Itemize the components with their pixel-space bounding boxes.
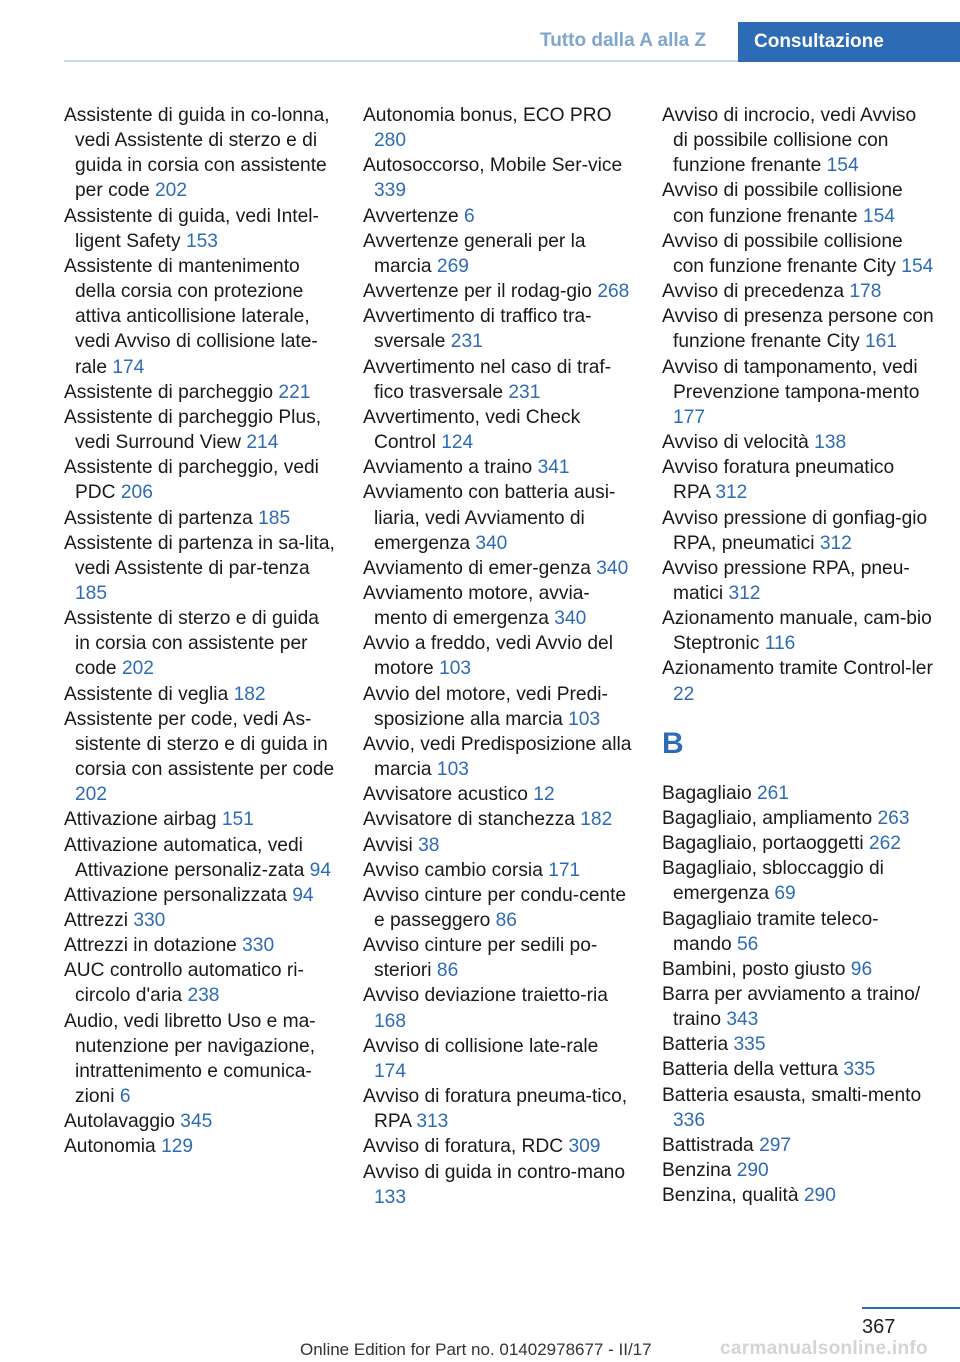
index-page-link[interactable]: 177 (673, 406, 706, 428)
index-entry-text: Avvertenze generali per la marcia (363, 230, 586, 277)
index-page-link[interactable]: 290 (803, 1185, 836, 1207)
index-entry-text: Bagagliaio, portaoggetti (662, 833, 864, 855)
index-entry-text: Avviso di foratura pneuma-tico, RPA (363, 1086, 628, 1133)
index-entry (662, 304, 934, 354)
index-page-link[interactable]: 103 (439, 658, 472, 680)
index-entry (662, 229, 934, 279)
index-page-link[interactable]: 94 (292, 884, 314, 906)
index-entry-text: Benzina, qualità (662, 1185, 799, 1207)
index-entry (662, 178, 934, 228)
index-entry (363, 1134, 635, 1159)
index-entry (64, 254, 336, 380)
index-entry-text: Avvio del motore, vedi Predi-sposizione alla marcia (363, 683, 608, 730)
index-entry (662, 1032, 934, 1057)
index-entry (64, 1134, 336, 1159)
index-page-link[interactable]: 297 (759, 1134, 792, 1156)
index-page-link[interactable]: 182 (233, 683, 266, 705)
index-entry-text: Avvertenze per il rodag-gio (363, 281, 592, 303)
index-entry (662, 656, 934, 706)
index-entry-text: Assistente di guida in co-lonna, vedi Assistente di sterzo e di guida in corsia con assistente per code (64, 105, 330, 202)
index-entry-text: Avviamento di emer-genza (363, 557, 591, 579)
index-entry-text: Azionamento manuale, cam-bio Steptronic (662, 608, 932, 655)
index-entry (64, 908, 336, 933)
index-entry-text: Avviamento motore, avvia-mento di emergenza (363, 582, 590, 630)
index-page-link[interactable]: 22 (673, 683, 695, 705)
index-entry-text: Benzina (662, 1160, 732, 1182)
index-page-link[interactable]: 138 (814, 432, 847, 454)
index-entry-text: Batteria (662, 1034, 729, 1056)
index-entry (363, 556, 635, 581)
index-entry (662, 430, 934, 455)
index-entry (363, 480, 635, 555)
index-entry (64, 682, 336, 707)
index-entry (662, 781, 934, 806)
index-entry-text: Barra per avviamento a traino/ traino (662, 984, 921, 1031)
index-entry-text: Attivazione airbag (64, 809, 217, 831)
index-entry-text: Assistente di partenza in sa-lita, vedi Assistente di par-tenza (64, 532, 335, 579)
index-entry (662, 1057, 934, 1082)
index-page-link[interactable]: 171 (548, 859, 581, 881)
index-page-link[interactable]: 94 (309, 859, 331, 881)
index-page-link[interactable]: 341 (537, 457, 570, 479)
index-page-link[interactable]: 340 (554, 608, 587, 630)
index-page-link[interactable]: 309 (568, 1136, 601, 1158)
index-column-1 (64, 103, 336, 1160)
index-page-link[interactable]: 269 (436, 255, 469, 277)
index-page-link[interactable]: 185 (75, 582, 108, 604)
index-entry (662, 279, 934, 304)
index-page-link[interactable]: 231 (450, 331, 483, 353)
index-entry (363, 883, 635, 933)
index-entry-text: AUC controllo automatico ri-circolo d'aria (64, 960, 304, 1007)
index-entry (363, 279, 635, 304)
index-entry-text: Avviso di velocità (662, 432, 809, 454)
index-entry-text: Attivazione personalizzata (64, 884, 287, 906)
index-page-link[interactable]: 103 (436, 759, 469, 781)
index-page-link[interactable]: 336 (673, 1109, 706, 1131)
index-page-link[interactable]: 168 (374, 1010, 407, 1032)
index-page-link[interactable]: 340 (475, 532, 508, 554)
index-page-link[interactable]: 86 (495, 910, 517, 931)
index-entry (363, 455, 635, 480)
index-entry-text: Avviso pressione di gonfiag-gio RPA, pneumatici (662, 507, 928, 554)
index-entry-text: Avviamento con batteria ausi-liaria, vedi Avviamento di emergenza (363, 482, 616, 554)
index-entry (64, 707, 336, 808)
index-entry (64, 833, 336, 883)
index-entry (363, 1034, 635, 1084)
index-entry (363, 833, 635, 858)
index-entry-text: Battistrada (662, 1134, 754, 1156)
index-page-link[interactable]: 202 (121, 658, 154, 680)
index-entry-text: Avviso di collisione late-rale (363, 1035, 599, 1057)
index-page-link[interactable]: 12 (533, 784, 555, 806)
index-entry-text: Avviso di guida in contro-mano (363, 1161, 626, 1183)
index-entry (662, 957, 934, 982)
index-entry (64, 958, 336, 1008)
index-page-link[interactable]: 330 (133, 910, 166, 931)
index-entry-text: Avvertimento di traffico tra-sversale (363, 306, 592, 353)
index-entry-text: Avvertenze (363, 205, 459, 227)
index-entry (363, 732, 635, 782)
index-entry (662, 1158, 934, 1183)
index-entry (662, 556, 934, 606)
index-entry-text: Avviso deviazione traietto-ria (363, 985, 608, 1007)
index-entry (64, 1009, 336, 1110)
index-entry (363, 782, 635, 807)
watermark: carmanualsonline.info (720, 1338, 928, 1359)
index-entry (64, 883, 336, 908)
index-page-link[interactable]: 238 (187, 985, 220, 1007)
index-entry (363, 153, 635, 203)
index-entry (363, 229, 635, 279)
index-page-link[interactable]: 56 (737, 933, 759, 955)
index-page-link[interactable]: 38 (418, 834, 440, 856)
index-page-link[interactable]: 335 (733, 1034, 766, 1056)
index-entry-text: Assistente di parcheggio, vedi PDC (64, 457, 319, 504)
index-entry (363, 204, 635, 229)
index-entry-text: Avviso di precedenza (662, 281, 845, 303)
index-entry-text: Autosoccorso, Mobile Ser-vice (363, 155, 623, 177)
index-page-link[interactable]: 330 (242, 935, 275, 957)
index-page-link[interactable]: 103 (568, 708, 601, 730)
header-section-tab: Consultazione (738, 22, 960, 62)
index-entry-text: Assistente di mantenimento della corsia con protezione attiva anticollisione laterale, vedi Avviso di collisione late-rale (64, 255, 318, 378)
index-entry-text: Audio, vedi libretto Uso e ma-nutenzione per navigazione, intrattenimento e comunica-zioni (64, 1010, 316, 1108)
index-page-link[interactable]: 6 (119, 1086, 131, 1108)
index-entry (363, 631, 635, 681)
page-number: 367 (862, 1316, 896, 1338)
index-entry (662, 455, 934, 505)
index-entry (662, 103, 934, 178)
index-entry (363, 858, 635, 883)
index-page-link[interactable]: 290 (736, 1160, 769, 1182)
index-page-link[interactable]: 86 (436, 960, 459, 982)
index-entry (64, 204, 336, 254)
index-entry (64, 103, 336, 204)
index-entry (64, 506, 336, 531)
index-entry (64, 531, 336, 606)
index-page-link[interactable]: 312 (819, 532, 852, 554)
index-entry-text: Assistente di sterzo e di guida in corsia con assistente per code (64, 608, 319, 680)
index-entry (662, 982, 934, 1032)
index-entry (363, 355, 635, 405)
index-entry (363, 682, 635, 732)
index-entry-text: Assistente di parcheggio (64, 381, 274, 403)
index-page-link[interactable]: 206 (120, 482, 153, 504)
index-entry (662, 1183, 934, 1208)
index-page-link[interactable]: 221 (278, 381, 311, 403)
index-entry-text: Avvisatore di stanchezza (363, 809, 575, 831)
index-entry (662, 506, 934, 556)
index-entry (662, 606, 934, 656)
index-page-link[interactable]: 261 (756, 782, 789, 804)
index-entry-text: Assistente di partenza (64, 507, 253, 529)
index-entry (363, 304, 635, 354)
index-entry-text: Autolavaggio (64, 1111, 175, 1133)
index-entry-text: Attrezzi in dotazione (64, 935, 237, 957)
index-page-link[interactable]: 345 (180, 1111, 213, 1133)
index-entry-text: Bagagliaio, ampliamento (662, 807, 873, 829)
index-entry-text: Avvisi (363, 834, 413, 856)
index-entry (363, 1084, 635, 1134)
index-entry-text: Autonomia bonus, ECO PRO (363, 105, 612, 126)
index-entry (363, 933, 635, 983)
index-page-link[interactable]: 174 (112, 356, 145, 378)
index-page-link[interactable]: 214 (246, 432, 279, 454)
index-page-link[interactable]: 312 (728, 582, 761, 604)
index-page-link[interactable]: 154 (862, 205, 895, 227)
index-entry-text: Bambini, posto giusto (662, 958, 846, 980)
index-entry (363, 983, 635, 1033)
index-page-link[interactable]: 313 (416, 1111, 449, 1133)
index-entry-text: Avviso di possibile collisione con funzione frenante City (662, 230, 903, 277)
index-entry-text: Avviso cinture per sedili po-steriori (363, 935, 598, 982)
index-entry-text: Avviso di tamponamento, vedi Prevenzione tampona-mento (662, 356, 920, 403)
index-page-link[interactable]: 202 (75, 784, 108, 806)
index-entry-text: Avviso pressione RPA, pneu-matici (662, 557, 910, 604)
index-entry (662, 831, 934, 856)
index-page-link[interactable]: 133 (374, 1186, 407, 1208)
index-entry (64, 606, 336, 681)
index-entry-text: Avvertimento nel caso di traf-fico trasversale (363, 356, 612, 403)
index-page-link[interactable]: 96 (850, 958, 873, 980)
index-entry-text: Avviso cambio corsia (363, 859, 543, 881)
index-entry-text: Assistente di veglia (64, 683, 229, 705)
index-page-link[interactable]: 182 (580, 809, 613, 831)
index-page-link[interactable]: 202 (155, 180, 188, 202)
index-entry (64, 380, 336, 405)
index-page-link[interactable]: 178 (849, 281, 882, 303)
index-entry-text: Avvisatore acustico (363, 784, 528, 806)
index-letter-heading: B (662, 726, 684, 760)
index-page-link[interactable]: 343 (726, 1009, 759, 1031)
index-page-link[interactable]: 340 (596, 557, 629, 579)
index-entry-text: Avviso di presenza persone con funzione frenante City (662, 306, 934, 353)
index-entry-text: Bagagliaio, sbloccaggio di emergenza (662, 858, 884, 905)
index-entry (662, 806, 934, 831)
index-entry-text: Avviso di incrocio, vedi Avviso di possibile collisione con funzione frenante (662, 105, 917, 177)
index-page-link[interactable]: 129 (161, 1136, 194, 1158)
index-entry-text: Autonomia (64, 1136, 156, 1158)
index-entry (662, 1133, 934, 1158)
index-page-link[interactable]: 154 (901, 255, 934, 277)
index-page-link[interactable]: 69 (774, 883, 796, 905)
footer-rule (862, 1307, 960, 1309)
index-page-link[interactable]: 174 (374, 1060, 407, 1082)
index-column-3 (662, 103, 934, 1208)
index-page-link[interactable]: 335 (843, 1059, 876, 1081)
index-entry-text: Avviso di foratura, RDC (363, 1136, 564, 1158)
index-entry-text: Attrezzi (64, 910, 128, 931)
index-page-link[interactable]: 280 (374, 130, 407, 152)
index-entry (363, 581, 635, 631)
index-entry-text: Azionamento tramite Control-ler (662, 658, 933, 680)
index-page-link[interactable]: 154 (826, 155, 859, 177)
index-page-link[interactable]: 268 (597, 281, 630, 303)
index-entry-text: Batteria esausta, smalti-mento (662, 1084, 922, 1106)
index-entry (662, 856, 934, 906)
index-page-link[interactable]: 312 (715, 482, 748, 504)
index-entry (363, 405, 635, 455)
header-section-title: Tutto dalla A alla Z (540, 30, 707, 51)
index-page-link[interactable]: 263 (877, 807, 910, 829)
index-entry-text: Avvio, vedi Predisposizione alla marcia (363, 733, 632, 781)
index-entry (662, 1083, 934, 1133)
index-entry-text: Avviso foratura pneumatico RPA (662, 457, 895, 504)
index-entry-text: Batteria della vettura (662, 1059, 838, 1081)
index-entry (662, 355, 934, 430)
footer-edition: Online Edition for Part no. 01402978677 - II/17 (300, 1340, 652, 1359)
index-entry (64, 405, 336, 455)
index-page-link[interactable]: 124 (441, 432, 474, 454)
index-page-link[interactable]: 6 (463, 205, 475, 227)
index-entry (363, 1160, 635, 1210)
index-page-link[interactable]: 161 (865, 331, 898, 353)
index-entry-text: Avvertimento, vedi Check Control (363, 406, 581, 454)
index-entry (662, 907, 934, 957)
index-column-2 (363, 103, 635, 1210)
index-entry-text: Assistente per code, vedi As-sistente di sterzo e di guida in corsia con assistente per code (64, 708, 335, 781)
index-entry-text: Bagagliaio (662, 782, 752, 804)
index-entry-text: Assistente di guida, vedi Intel-ligent Safety (64, 205, 319, 252)
index-entry (64, 933, 336, 958)
index-page-link[interactable]: 153 (185, 230, 218, 252)
index-entry-text: Attivazione automatica, vedi Attivazione personaliz-zata (64, 834, 305, 881)
index-page-link[interactable]: 339 (374, 180, 407, 202)
index-entry (64, 1109, 336, 1134)
index-entry-text: Avvio a freddo, vedi Avvio del motore (363, 633, 613, 680)
index-entry-text: Bagagliaio tramite teleco-mando (662, 908, 879, 955)
index-entry (64, 455, 336, 505)
index-entry-text: Assistente di parcheggio Plus, vedi Surround View (64, 406, 322, 454)
index-page-link[interactable]: 231 (508, 381, 541, 403)
index-entry (363, 103, 635, 153)
index-entry-text: Avviamento a traino (363, 457, 533, 479)
index-entry (64, 807, 336, 832)
index-page-link[interactable]: 262 (868, 833, 901, 855)
index-entry-text: Avviso cinture per condu-cente e passeggero (363, 884, 627, 931)
index-page-link[interactable]: 185 (258, 507, 291, 529)
index-page-link[interactable]: 116 (764, 633, 796, 655)
index-entry-text: Avviso di possibile collisione con funzione frenante (662, 180, 903, 227)
index-entry (363, 807, 635, 832)
index-page-link[interactable]: 151 (221, 809, 254, 831)
